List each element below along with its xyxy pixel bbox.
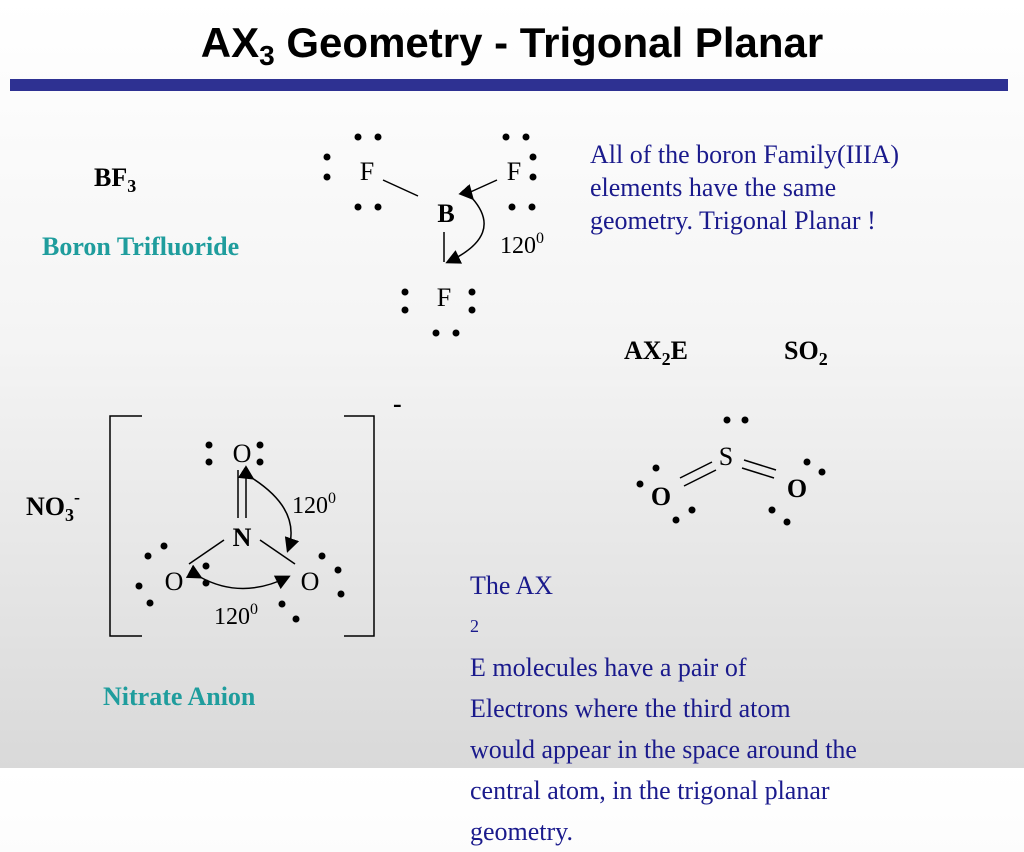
- bf3-angle-label: $120^0$: [500, 230, 544, 259]
- page-title: $AX_3$ Geometry - Trigonal Planar: [200, 19, 824, 71]
- so2-atom-o-left: O: [650, 482, 672, 511]
- boron-note-line: geometry. Trigonal Planar !: [590, 206, 876, 235]
- no3-atom-o-top: O: [232, 439, 252, 468]
- so2-atom-o-right: O: [786, 474, 808, 503]
- ax2e-label: $AX_2E$: [624, 336, 688, 369]
- no3-right-bracket: [344, 416, 374, 636]
- no3-name: Nitrate Anion: [103, 682, 256, 711]
- bf3-atom-b: B: [437, 199, 455, 228]
- no3-atom-n: N: [232, 523, 252, 552]
- ax2e-note-line: geometry.: [470, 817, 573, 846]
- bf3-bond: [383, 180, 418, 196]
- no3-charge: -: [393, 389, 402, 418]
- so2-double-bond: [742, 468, 774, 478]
- boron-note-line: All of the boron Family(IIIA): [590, 140, 900, 169]
- no3-angle-arrow-top: [252, 478, 291, 550]
- bf3-structure: [324, 134, 545, 337]
- no3-angle-label-top: $120^0$: [292, 490, 336, 519]
- bf3-bond: [466, 180, 497, 194]
- bf3-formula: $BF_3$: [94, 163, 137, 196]
- so2-double-bond: [744, 460, 776, 470]
- no3-structure: [110, 389, 402, 636]
- no3-angle-arrow-bottom: [200, 577, 288, 589]
- so2-formula: $SO_2$: [784, 336, 828, 369]
- no3-angle-label-bottom: $120^0$: [214, 601, 258, 630]
- bf3-atom-f-bottom: F: [436, 283, 452, 312]
- ax2e-note-line: Electrons where the third atom: [470, 694, 791, 723]
- bf3-atom-f-right: F: [506, 157, 522, 186]
- bf3-name: Boron Trifluoride: [42, 232, 240, 261]
- no3-formula: $NO_3^-$: [26, 487, 80, 525]
- no3-bond: [189, 540, 224, 564]
- ax2e-note-line: would appear in the space around the: [470, 735, 857, 764]
- no3-atom-o-left: O: [164, 567, 184, 596]
- no3-atom-o-right: O: [300, 567, 320, 596]
- bf3-atom-f-left: F: [359, 157, 375, 186]
- ax2e-note-line: The AX 2 E molecules have a pair of: [470, 571, 747, 682]
- boron-note-line: elements have the same: [590, 173, 837, 202]
- so2-double-bond: [684, 470, 716, 486]
- so2-atom-s: S: [718, 442, 734, 471]
- ax2e-note-line: central atom, in the trigonal planar: [470, 776, 830, 805]
- so2-double-bond: [680, 462, 712, 478]
- so2-structure: [637, 417, 826, 526]
- no3-left-bracket: [110, 416, 142, 636]
